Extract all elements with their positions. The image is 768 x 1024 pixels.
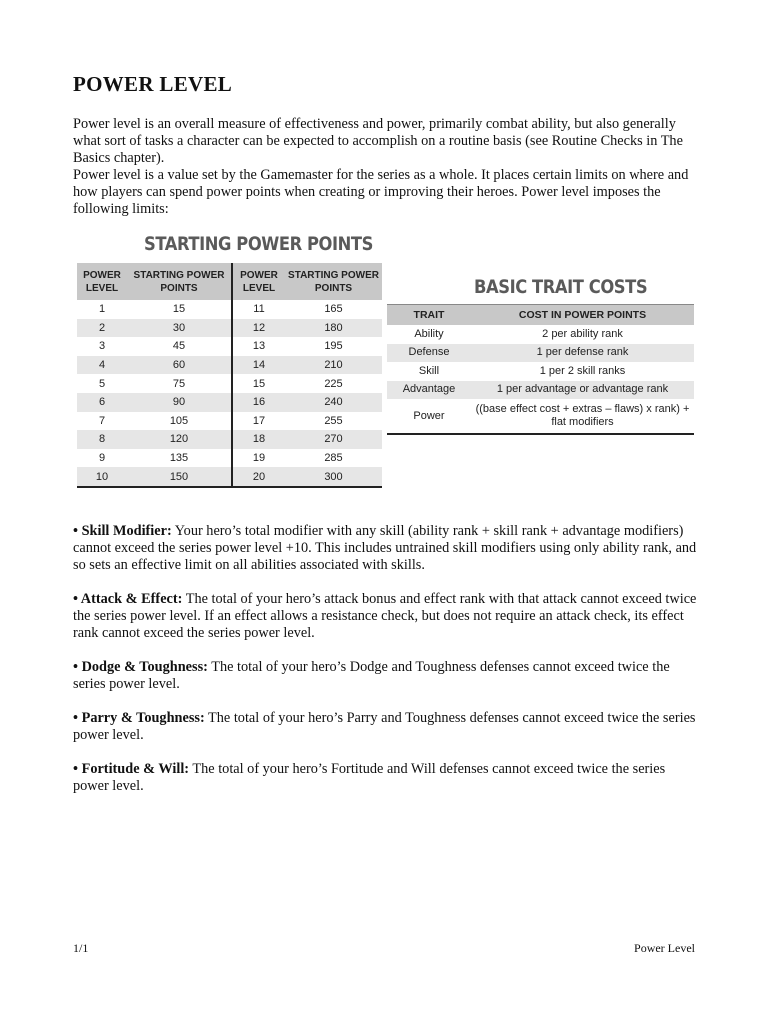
table-cell: 165 xyxy=(324,303,343,316)
column-header: COST IN POWER POINTS xyxy=(471,305,694,326)
power-level-limits xyxy=(73,523,698,812)
table-cell: 210 xyxy=(285,356,382,375)
table-cell: 8 xyxy=(77,430,127,449)
table-cell: 15 xyxy=(232,374,285,393)
table-cell: Ability xyxy=(414,327,444,340)
table-cell: 270 xyxy=(285,430,382,449)
limit-skill-modifier xyxy=(73,523,698,574)
table-cell: 180 xyxy=(285,319,382,338)
table-cell: 135 xyxy=(169,452,189,465)
table-cell: 11 xyxy=(232,300,285,319)
table-row xyxy=(387,362,694,381)
intro-paragraph: Power level is an overall measure of effectiveness and power, primarily combat ability, but also generally what sort of tasks a character can be expected to accomplish on a routine basis (see Routine Checks in The Basics chapter). xyxy=(73,116,683,166)
table-cell: 2 per ability rank xyxy=(542,327,623,340)
limit-text: The total of your hero’s attack bonus and effect rank with that attack cannot exceed twice the series power level. If an effect allows a resistance check, but does not require an attack check, its effect rank cannot exceed the series power level. xyxy=(73,591,697,641)
table-cell: 3 xyxy=(98,340,106,353)
limit-text: Your hero’s total modifier with any skill (ability rank + skill rank + advantage modifiers) cannot exceed the series power level +10. This includes untrained skill modifiers using only ability rank, and so sets an effective limit on all abilities associated with skills. xyxy=(73,523,697,573)
table-cell: 195 xyxy=(324,340,343,353)
table-row xyxy=(77,300,382,319)
limit-text: The total of your hero’s Parry and Toughness defenses cannot exceed twice the series power level. xyxy=(73,710,696,743)
table-row xyxy=(77,449,382,468)
table-cell: 120 xyxy=(127,430,232,449)
table-row xyxy=(387,344,694,363)
intro-text xyxy=(73,116,698,218)
table-cell: 4 xyxy=(77,356,127,375)
starting-power-points-table xyxy=(77,263,382,488)
table-row xyxy=(387,325,694,344)
table-cell: 7 xyxy=(98,414,106,427)
limit-attack-effect xyxy=(73,591,698,642)
table-cell: 17 xyxy=(232,412,285,431)
table-cell: 1 xyxy=(98,303,106,316)
table-cell: 20 xyxy=(232,467,285,487)
table-cell: 5 xyxy=(98,377,106,390)
table-cell: 16 xyxy=(232,393,285,412)
table-row xyxy=(77,337,382,356)
table-cell: Advantage xyxy=(387,381,471,400)
table-row xyxy=(77,319,382,338)
limit-label: • Fortitude & Will: xyxy=(73,761,190,777)
table-cell: 90 xyxy=(127,393,232,412)
table-cell: 60 xyxy=(127,356,232,375)
column-header: POWER LEVEL xyxy=(77,263,127,300)
column-header: POWER LEVEL xyxy=(232,263,285,300)
table-row xyxy=(77,412,382,431)
table-row xyxy=(387,399,694,434)
limit-label: • Dodge & Toughness: xyxy=(73,659,208,675)
basic-trait-costs-table xyxy=(387,304,694,435)
table-cell: 10 xyxy=(77,467,127,487)
table-row xyxy=(77,356,382,375)
table-header-row xyxy=(77,263,382,300)
limit-parry-toughness xyxy=(73,710,698,744)
table-cell: 300 xyxy=(285,467,382,487)
table-cell: Defense xyxy=(387,344,471,363)
intro-paragraph: Power level is a value set by the Gamemaster for the series as a whole. It places certain limits on where and how players can spend power points when creating or improving their heroes. Power level imposes the following limits: xyxy=(73,167,689,217)
table-cell: 15 xyxy=(172,303,186,316)
table-cell: 30 xyxy=(127,319,232,338)
limit-fortitude-will xyxy=(73,761,698,795)
table-row xyxy=(77,430,382,449)
table-cell: 1 per advantage or advantage rank xyxy=(471,381,694,400)
table-cell: 225 xyxy=(324,377,343,390)
table-cell: 45 xyxy=(172,340,186,353)
limit-label: • Skill Modifier: xyxy=(73,523,172,539)
table-cell: 13 xyxy=(232,337,285,356)
table-cell: 2 xyxy=(77,319,127,338)
table-cell: 240 xyxy=(285,393,382,412)
table-cell: Skill xyxy=(418,364,440,377)
table-cell: 18 xyxy=(232,430,285,449)
starting-power-points-title: STARTING POWER POINTS xyxy=(144,233,373,255)
page-footer xyxy=(73,941,695,956)
table-cell: 12 xyxy=(232,319,285,338)
table-row xyxy=(77,374,382,393)
table-cell: 285 xyxy=(324,452,343,465)
page-number: 1/1 xyxy=(73,941,89,955)
table-cell: 1 per 2 skill ranks xyxy=(539,364,626,377)
table-row xyxy=(387,381,694,400)
table-header-row xyxy=(387,305,694,326)
limit-label: • Attack & Effect: xyxy=(73,591,183,607)
table-cell: 9 xyxy=(98,452,106,465)
table-cell: Power xyxy=(387,399,471,434)
table-cell: 75 xyxy=(172,377,186,390)
table-cell: ((base effect cost + extras – flaws) x rank) + flat modifiers xyxy=(471,399,694,434)
limit-label: • Parry & Toughness: xyxy=(73,710,205,726)
page-title: POWER LEVEL xyxy=(73,72,233,96)
column-header: TRAIT xyxy=(387,305,471,326)
table-cell: 150 xyxy=(127,467,232,487)
basic-trait-costs-title: BASIC TRAIT COSTS xyxy=(474,276,648,298)
limit-dodge-toughness xyxy=(73,659,698,693)
table-cell: 255 xyxy=(324,414,343,427)
table-cell: 19 xyxy=(232,449,285,468)
limit-text: The total of your hero’s Fortitude and Will defenses cannot exceed twice the series power level. xyxy=(73,761,666,794)
table-row xyxy=(77,393,382,412)
column-header: STARTING POWER POINTS xyxy=(127,263,232,300)
table-cell: 6 xyxy=(77,393,127,412)
table-cell: 14 xyxy=(232,356,285,375)
column-header: STARTING POWER POINTS xyxy=(285,263,382,300)
table-cell: 1 per defense rank xyxy=(471,344,694,363)
limit-text: The total of your hero’s Dodge and Toughness defenses cannot exceed twice the series power level. xyxy=(73,659,670,692)
table-row xyxy=(77,467,382,487)
footer-title: Power Level xyxy=(634,941,695,955)
table-cell: 105 xyxy=(169,414,189,427)
